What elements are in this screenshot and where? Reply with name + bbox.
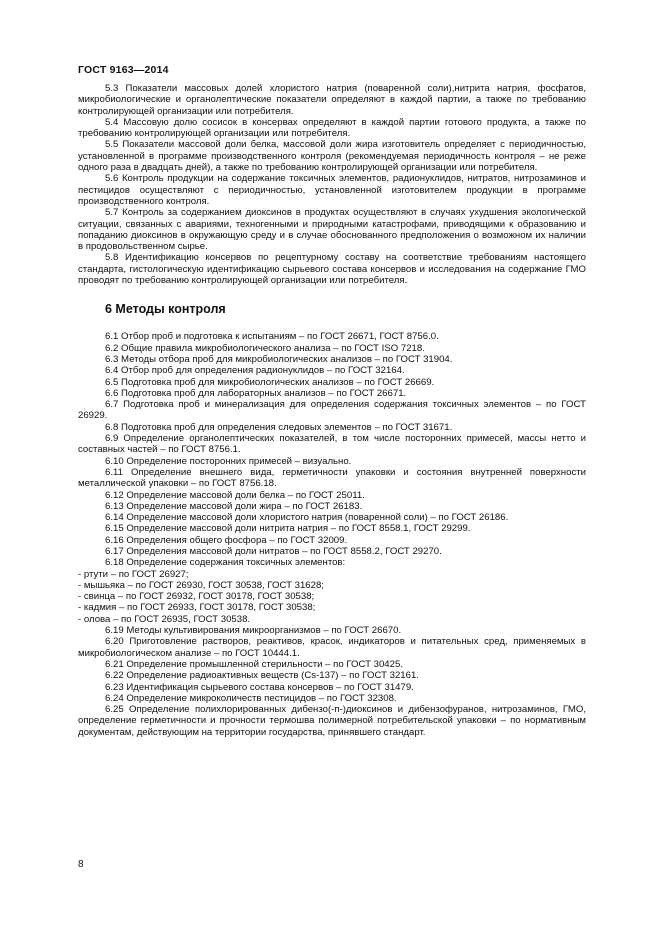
sub-list-item: - олова – по ГОСТ 26935, ГОСТ 30538. [78,613,251,625]
list-item: 6.15 Определение массовой доли нитрита натрия – по ГОСТ 8558.1, ГОСТ 29299. [105,523,471,535]
sub-list-item: - кадмия – по ГОСТ 26933, ГОСТ 30178, ГОСТ 30538; [78,602,316,614]
list-item: 6.23 Идентификация сырьевого состава консервов – по ГОСТ 31479. [105,681,414,693]
list-item: 6.20 Приготовление растворов, реактивов, красок, индикаторов и питательных сред, применяемых в микробиологическом анализе – по ГОСТ 10444.1. [78,636,586,659]
paragraph-5-4: 5.4 Массовую долю сосисок в консервах определяют в каждой партии готового продукта, а также по требованию контролирующей организации или потребителя. [78,116,586,140]
list-item: 6.14 Определение массовой доли хлористого натрия (поваренной соли) – по ГОСТ 26186. [105,512,509,524]
sub-list-item: - мышьяка – по ГОСТ 26930, ГОСТ 30538, ГОСТ 31628; [78,579,324,591]
list-item: 6.6 Подготовка проб для лабораторных анализов – по ГОСТ 26671. [105,387,407,399]
list-item: 6.25 Определение полихлорированных дибензо(-п-)диоксинов и дибензофуранов, нитрозаминов, ГМО, определение герметичности и прочности термошва полимерной потребительской упаковки – по нормативным документам, действующим на территории государства, принявшего стандарт. [78,704,586,738]
list-item: 6.11 Определение внешнего вида, герметичности упаковки и состояния внутренней поверхности металлической упаковки – по ГОСТ 8756.18. [78,466,586,490]
list-item: 6.9 Определение органолептических показателей, в том числе посторонних примесей, массы нетто и составных частей – по ГОСТ 8756.1. [78,433,586,456]
list-item: 6.18 Определение содержания токсичных элементов: [105,557,346,569]
list-item: 6.17 Определения массовой доли нитратов – по ГОСТ 8558.2, ГОСТ 29270. [105,545,442,557]
list-item: 6.24 Определение микроколичеств пестицидов – по ГОСТ 32308. [105,692,397,704]
paragraph-5-8: 5.8 Идентификацию консервов по рецептурному составу на соответствие требованиям настоящего стандарта, гистологическую идентификацию сырьевого состава консервов и исследования на содержание ГМО проводят по требованию контролирующей организации или потребителя. [78,252,586,287]
page-number: 8 [78,859,84,870]
list-item: 6.19 Методы культивирования микроорганизмов – по ГОСТ 26670. [105,625,402,637]
paragraph-5-7: 5.7 Контроль за содержанием диоксинов в продуктах осуществляют в случаях ухудшения экологической ситуации, связанных с авариями, техногенными и природными катастрофами, приводящими к образованию и попаданию диоксинов в окружающую среду и в случае обоснованного предположения о возможном их наличии в продовольственном сырье. [78,207,586,253]
list-item: 6.3 Методы отбора проб для микробиологических анализов – по ГОСТ 31904. [105,353,453,365]
sub-list-item: - ртути – по ГОСТ 26927; [78,568,189,580]
list-item: 6.7 Подготовка проб и минерализация для определения содержания токсичных элементов – по ГОСТ 26929. [78,399,586,422]
paragraph-5-3: 5.3 Показатели массовых долей хлористого натрия (поваренной соли),нитрита натрия, фосфатов, микробиологические и органолептические показатели определяют в каждой партии, а также по требованию контролирующей организации или потребителя. [78,83,586,117]
document-body [78,83,586,738]
list-item: 6.8 Подготовка проб для определения следовых элементов – по ГОСТ 31671. [105,421,453,433]
sub-list-item: - свинца – по ГОСТ 26932, ГОСТ 30178, ГОСТ 30538; [78,591,315,603]
paragraph-5-6: 5.6 Контроль продукции на содержание токсичных элементов, радионуклидов, нитратов, нитрозаминов и пестицидов осуществляют с периодичностью, установленной изготовителем продукции в программе производственного контроля. [78,173,586,207]
list-item: 6.13 Определение массовой доли жира – по ГОСТ 26183. [105,500,363,512]
list-item: 6.12 Определение массовой доли белка – по ГОСТ 25011. [105,489,365,501]
list-item: 6.5 Подготовка проб для микробиологических анализов – по ГОСТ 26669. [105,376,435,388]
list-item: 6.1 Отбор проб и подготовка к испытаниям – по ГОСТ 26671, ГОСТ 8756.0. [105,331,439,343]
list-item: 6.22 Определение радиоактивных веществ (Cs-137) – по ГОСТ 32161. [105,670,419,682]
list-item: 6.16 Определения общего фосфора – по ГОСТ 32009. [105,534,348,546]
paragraph-5-5: 5.5 Показатели массовой доли белка, массовой доли жира изготовитель определяет с периодичностью, установленной в программе производственного контроля (рекомендуемая периодичность контроля – не реже одного раза в двадцать дней), а также по требованию контролирующей организации или потребителя. [78,139,586,174]
list-item: 6.10 Определение посторонних примесей – визуально. [105,455,352,467]
list-item: 6.2 Общие правила микробиологического анализа – по ГОСТ ISO 7218. [105,342,425,354]
list-item: 6.21 Определение промышленной стерильности – по ГОСТ 30425. [105,658,403,670]
section-title: 6 Методы контроля [105,302,226,317]
list-item: 6.4 Отбор проб для определения радионуклидов – по ГОСТ 32164. [105,365,405,377]
document-header: ГОСТ 9163—2014 [78,64,169,76]
